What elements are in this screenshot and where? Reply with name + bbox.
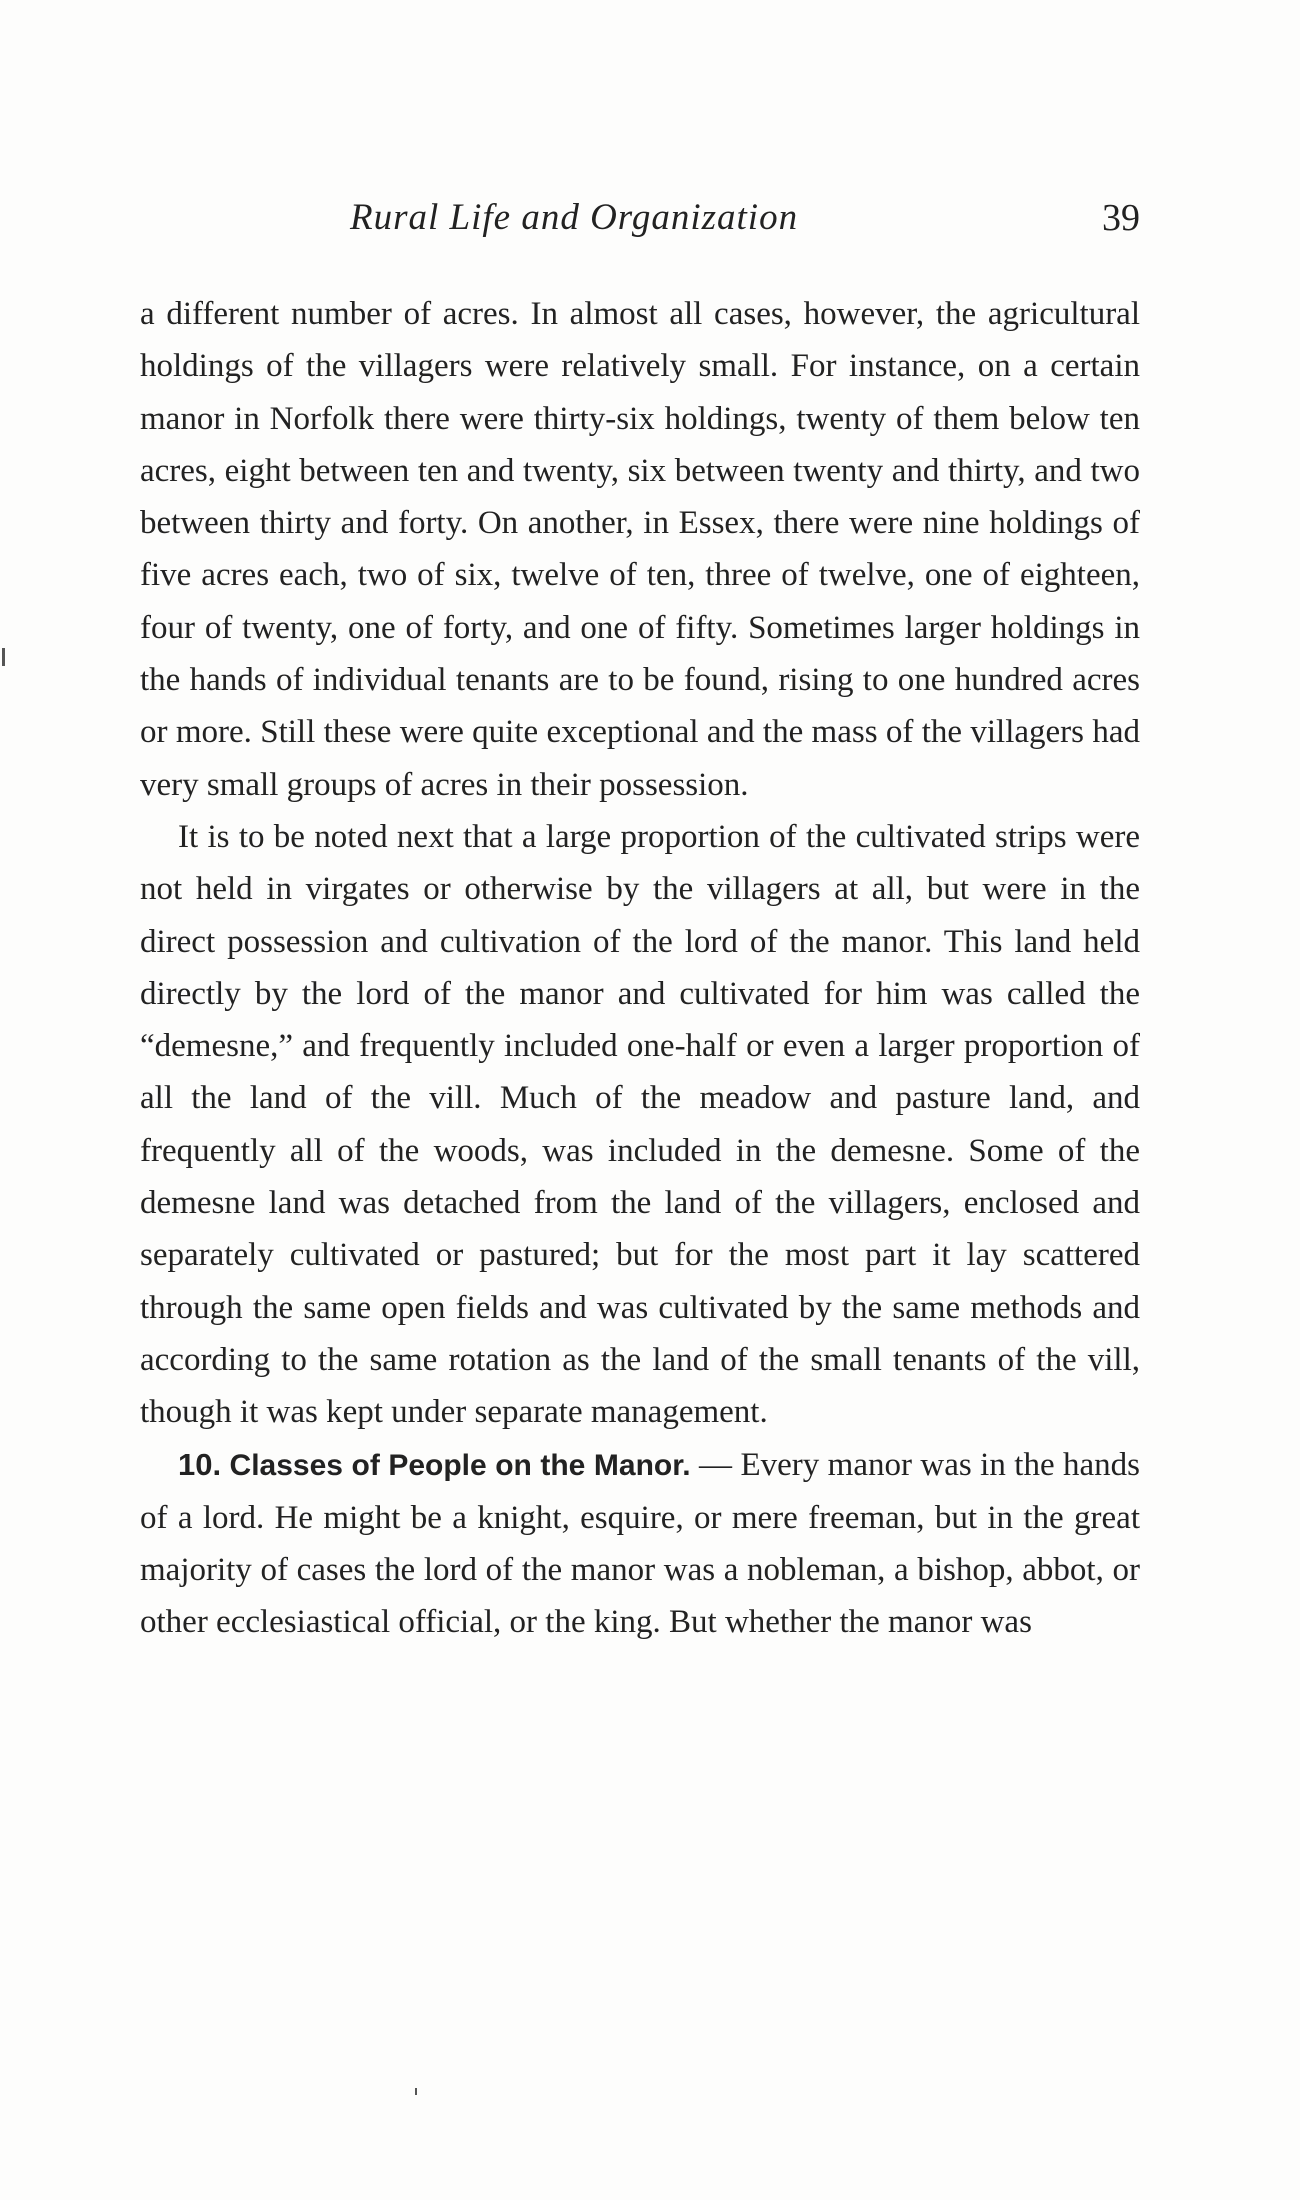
section-title: Classes of People on the Manor.	[229, 1448, 691, 1482]
section-number: 10.	[178, 1446, 222, 1482]
paragraph: It is to be noted next that a large proportion of the cultivated strips were not held in virgates or otherwise by the villagers at all, but were in the direct possession and cultivation of the lord of the manor. This land held directly by the lord of the manor and cultivated for him was called the “demesne,” and frequently included one-half or even a larger proportion of all the land of the vill. Much of the meadow and pasture land, and frequently all of the woods, was included in the demesne. Some of the demesne land was detached from the land of the villagers, enclosed and separately cultivated or pastured; but for the most part it lay scattered through the same open fields and was cultivated by the same methods and according to the same rotation as the land of the small tenants of the vill, though it was kept under separate management.	[140, 818, 1140, 1431]
page-header	[140, 196, 1140, 246]
paragraph: a different number of acres. In almost all cases, however, the agricultural holdings of the villagers were relatively small. For instance, on a certain manor in Norfolk there were thirty-six holdings, twenty of them below ten acres, eight between ten and twenty, six between twenty and thirty, and two between thirty and forty. On another, in Essex, there were nine holdings of five acres each, two of six, twelve of ten, three of twelve, one of eighteen, four of twenty, one of forty, and one of fifty. Sometimes larger holdings in the hands of individual tenants are to be found, rising to one hundred acres or more. Still these were quite exceptional and the mass of the villagers had very small groups of acres in their possession.	[140, 296, 1140, 803]
body-text	[140, 288, 1140, 1649]
scan-mark	[2, 648, 5, 666]
scan-mark	[415, 2088, 417, 2095]
section-dash: —	[690, 1446, 741, 1483]
section-paragraph	[140, 1439, 1140, 1649]
running-title: Rural Life and Organization	[350, 197, 799, 238]
section-text: Every manor was in the hands of a lord. He might be a knight, esquire, or mere freeman, but in the great majority of cases the lord of the manor was a nobleman, a bishop, abbot, or other ecclesiastical official, or the king. But whether the manor was	[140, 1446, 1141, 1641]
page-number: 39	[1102, 197, 1140, 239]
